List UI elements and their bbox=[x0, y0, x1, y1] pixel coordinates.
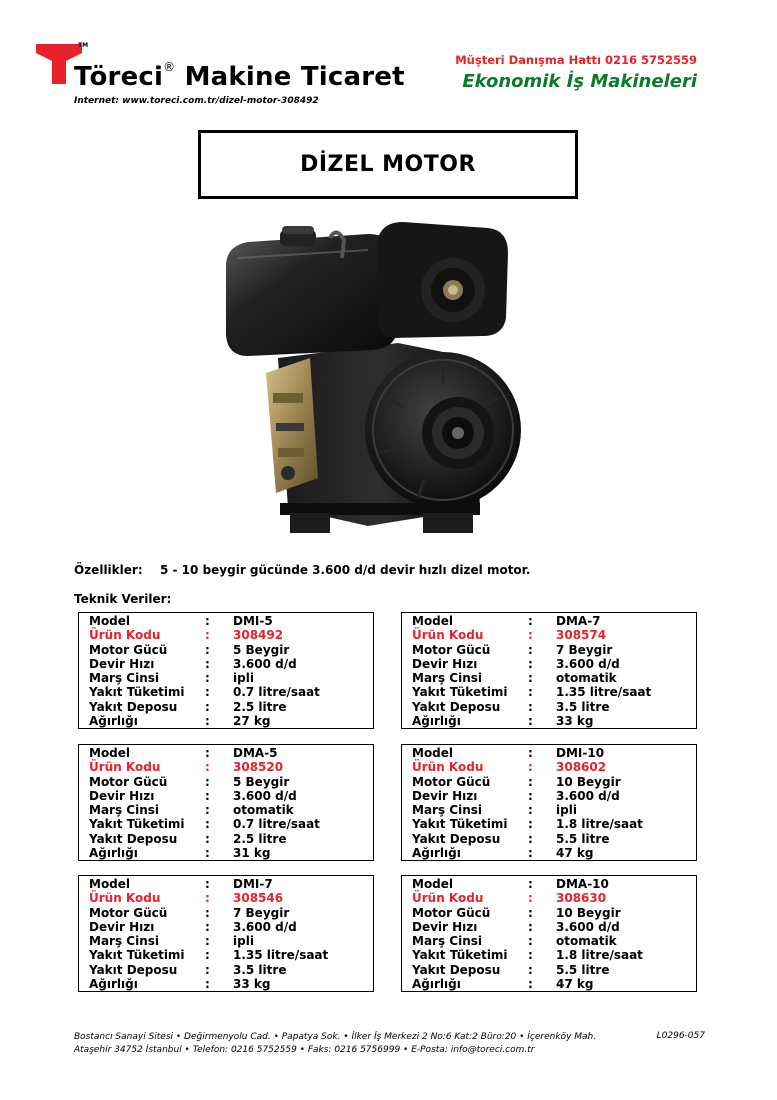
spec-row bbox=[412, 746, 696, 760]
spec-value: 308602 bbox=[556, 760, 607, 775]
spec-value: DMI-7 bbox=[233, 877, 273, 891]
page-title: DİZEL MOTOR bbox=[300, 152, 476, 177]
spec-row bbox=[412, 700, 696, 714]
spec-colon: : bbox=[205, 746, 210, 760]
spec-row bbox=[89, 846, 373, 860]
spec-label: Yakıt Deposu bbox=[412, 831, 501, 846]
spec-label: Model bbox=[412, 877, 454, 891]
brand-name bbox=[74, 62, 405, 92]
spec-value: DMA-5 bbox=[233, 746, 278, 760]
spec-value: 3.600 d/d bbox=[556, 656, 620, 671]
spec-box bbox=[78, 744, 374, 861]
features-text: 5 - 10 beygir gücünde 3.600 d/d devir hızlı dizel motor. bbox=[160, 563, 531, 577]
spec-row bbox=[89, 817, 373, 831]
spec-row bbox=[412, 643, 696, 657]
spec-box bbox=[401, 612, 697, 729]
spec-value: 3.600 d/d bbox=[233, 788, 297, 803]
spec-value: 3.600 d/d bbox=[556, 919, 620, 934]
spec-label: Yakıt Tüketimi bbox=[89, 948, 185, 963]
spec-value: 3.600 d/d bbox=[233, 656, 297, 671]
spec-value: 2.5 litre bbox=[233, 699, 287, 714]
spec-label: Ağırlığı bbox=[412, 714, 461, 729]
spec-colon: : bbox=[205, 628, 210, 643]
features-line bbox=[74, 563, 530, 577]
spec-colon: : bbox=[528, 905, 533, 920]
spec-colon: : bbox=[528, 891, 533, 906]
spec-colon: : bbox=[528, 788, 533, 803]
spec-value: 7 Beygir bbox=[233, 905, 290, 920]
spec-colon: : bbox=[205, 788, 210, 803]
spec-row bbox=[89, 614, 373, 628]
spec-colon: : bbox=[528, 962, 533, 977]
spec-value: 1.35 litre/saat bbox=[233, 948, 329, 963]
spec-colon: : bbox=[205, 877, 210, 891]
spec-label: Yakıt Tüketimi bbox=[412, 817, 508, 832]
brand-name-main: Töreci bbox=[74, 62, 164, 92]
diesel-engine-image bbox=[218, 208, 558, 553]
spec-value: 308546 bbox=[233, 891, 284, 906]
spec-label: Ürün Kodu bbox=[412, 760, 484, 775]
spec-colon: : bbox=[205, 817, 210, 832]
spec-row bbox=[412, 671, 696, 685]
spec-value: 0.7 litre/saat bbox=[233, 685, 320, 700]
spec-label: Devir Hızı bbox=[412, 788, 478, 803]
spec-row bbox=[412, 906, 696, 920]
spec-colon: : bbox=[205, 803, 210, 818]
spec-row bbox=[412, 614, 696, 628]
spec-colon: : bbox=[528, 699, 533, 714]
spec-value: 7 Beygir bbox=[556, 642, 613, 657]
spec-row bbox=[89, 746, 373, 760]
spec-colon: : bbox=[528, 628, 533, 643]
spec-colon: : bbox=[528, 919, 533, 934]
spec-row bbox=[89, 657, 373, 671]
spec-row bbox=[412, 685, 696, 699]
spec-row bbox=[89, 920, 373, 934]
tagline: Ekonomik İş Makineleri bbox=[462, 71, 697, 92]
spec-value: 1.8 litre/saat bbox=[556, 817, 643, 832]
spec-colon: : bbox=[528, 877, 533, 891]
spec-row bbox=[412, 934, 696, 948]
spec-row bbox=[412, 628, 696, 642]
spec-row bbox=[412, 977, 696, 991]
spec-colon: : bbox=[528, 671, 533, 686]
spec-label: Ağırlığı bbox=[89, 977, 138, 992]
spec-value: 308492 bbox=[233, 628, 284, 643]
spec-colon: : bbox=[528, 977, 533, 992]
spec-box bbox=[78, 875, 374, 992]
spec-colon: : bbox=[205, 671, 210, 686]
spec-row bbox=[89, 700, 373, 714]
spec-colon: : bbox=[528, 774, 533, 789]
spec-row bbox=[89, 789, 373, 803]
spec-row bbox=[89, 832, 373, 846]
spec-colon: : bbox=[528, 831, 533, 846]
spec-label: Marş Cinsi bbox=[89, 803, 159, 818]
spec-value: 308574 bbox=[556, 628, 607, 643]
spec-colon: : bbox=[205, 962, 210, 977]
spec-row bbox=[89, 891, 373, 905]
spec-value: 0.7 litre/saat bbox=[233, 817, 320, 832]
spec-label: Devir Hızı bbox=[412, 919, 478, 934]
spec-row bbox=[89, 643, 373, 657]
spec-colon: : bbox=[528, 948, 533, 963]
spec-row bbox=[412, 877, 696, 891]
spec-label: Ağırlığı bbox=[412, 977, 461, 992]
spec-row bbox=[412, 803, 696, 817]
spec-label: Ürün Kodu bbox=[412, 891, 484, 906]
spec-label: Model bbox=[412, 614, 454, 628]
spec-row bbox=[89, 760, 373, 774]
spec-label: Devir Hızı bbox=[89, 656, 155, 671]
spec-colon: : bbox=[528, 846, 533, 861]
spec-label: Ürün Kodu bbox=[89, 628, 161, 643]
spec-label: Marş Cinsi bbox=[412, 671, 482, 686]
footer-address-line-1: Bostancı Sanayi Sitesi • Değirmenyolu Cad. • Papatya Sok. • İlker İş Merkezi 2 No:6 Kat:2 Büro:20 • İçerenköy Mah. bbox=[74, 1032, 597, 1042]
spec-value: 1.35 litre/saat bbox=[556, 685, 652, 700]
spec-row bbox=[89, 948, 373, 962]
spec-row bbox=[89, 628, 373, 642]
spec-colon: : bbox=[205, 846, 210, 861]
spec-value: 47 kg bbox=[556, 977, 594, 992]
spec-row bbox=[412, 760, 696, 774]
website-url[interactable]: Internet: www.toreci.com.tr/dizel-motor-308492 bbox=[74, 96, 319, 106]
spec-row bbox=[89, 906, 373, 920]
spec-label: Model bbox=[89, 614, 131, 628]
spec-label: Motor Gücü bbox=[412, 774, 491, 789]
spec-label: Motor Gücü bbox=[412, 905, 491, 920]
spec-value: DMI-10 bbox=[556, 746, 605, 760]
spec-colon: : bbox=[528, 760, 533, 775]
spec-row bbox=[412, 948, 696, 962]
spec-row bbox=[89, 803, 373, 817]
spec-colon: : bbox=[205, 699, 210, 714]
spec-label: Yakıt Tüketimi bbox=[412, 685, 508, 700]
spec-label: Ağırlığı bbox=[412, 846, 461, 861]
spec-value: otomatik bbox=[556, 934, 617, 949]
spec-row bbox=[89, 934, 373, 948]
spec-value: 47 kg bbox=[556, 846, 594, 861]
spec-label: Marş Cinsi bbox=[89, 671, 159, 686]
spec-colon: : bbox=[528, 614, 533, 628]
title-box bbox=[198, 130, 578, 199]
spec-value: DMI-5 bbox=[233, 614, 273, 628]
spec-colon: : bbox=[528, 714, 533, 729]
spec-value: 308630 bbox=[556, 891, 607, 906]
spec-colon: : bbox=[205, 714, 210, 729]
spec-label: Motor Gücü bbox=[89, 905, 168, 920]
spec-label: Devir Hızı bbox=[89, 788, 155, 803]
features-label: Özellikler: bbox=[74, 563, 143, 577]
spec-colon: : bbox=[205, 905, 210, 920]
spec-value: ipli bbox=[556, 803, 577, 818]
tech-data-heading: Teknik Veriler: bbox=[74, 592, 172, 606]
spec-value: DMA-7 bbox=[556, 614, 601, 628]
spec-value: 3.5 litre bbox=[556, 699, 610, 714]
spec-colon: : bbox=[205, 642, 210, 657]
spec-value: otomatik bbox=[556, 671, 617, 686]
spec-value: 5 Beygir bbox=[233, 642, 290, 657]
document-code: L0296-057 bbox=[656, 1031, 705, 1041]
spec-row bbox=[412, 963, 696, 977]
spec-value: 10 Beygir bbox=[556, 774, 621, 789]
spec-label: Motor Gücü bbox=[89, 642, 168, 657]
spec-colon: : bbox=[205, 656, 210, 671]
spec-colon: : bbox=[205, 831, 210, 846]
spec-label: Yakıt Tüketimi bbox=[89, 817, 185, 832]
spec-colon: : bbox=[205, 977, 210, 992]
spec-colon: : bbox=[528, 817, 533, 832]
spec-colon: : bbox=[528, 803, 533, 818]
spec-value: 3.600 d/d bbox=[233, 919, 297, 934]
spec-label: Model bbox=[89, 877, 131, 891]
spec-label: Marş Cinsi bbox=[412, 934, 482, 949]
spec-value: 5.5 litre bbox=[556, 962, 610, 977]
spec-row bbox=[412, 714, 696, 728]
spec-colon: : bbox=[205, 685, 210, 700]
spec-value: 33 kg bbox=[556, 714, 594, 729]
spec-row bbox=[89, 977, 373, 991]
spec-colon: : bbox=[528, 746, 533, 760]
spec-label: Motor Gücü bbox=[412, 642, 491, 657]
spec-label: Ağırlığı bbox=[89, 846, 138, 861]
spec-colon: : bbox=[205, 934, 210, 949]
spec-value: otomatik bbox=[233, 803, 294, 818]
spec-label: Yakıt Deposu bbox=[89, 699, 178, 714]
spec-label: Yakıt Deposu bbox=[412, 699, 501, 714]
spec-value: ipli bbox=[233, 671, 254, 686]
spec-colon: : bbox=[528, 642, 533, 657]
spec-label: Model bbox=[412, 746, 454, 760]
spec-label: Ürün Kodu bbox=[89, 891, 161, 906]
spec-value: 31 kg bbox=[233, 846, 271, 861]
spec-box bbox=[401, 875, 697, 992]
spec-row bbox=[412, 891, 696, 905]
spec-value: 3.600 d/d bbox=[556, 788, 620, 803]
spec-colon: : bbox=[205, 774, 210, 789]
footer-address bbox=[74, 1031, 706, 1057]
spec-colon: : bbox=[205, 919, 210, 934]
spec-row bbox=[412, 789, 696, 803]
spec-colon: : bbox=[205, 891, 210, 906]
footer-address-line-2: Ataşehir 34752 İstanbul • Telefon: 0216 5752559 • Faks: 0216 5756999 • E-Posta: info@toreci.com.tr bbox=[74, 1045, 535, 1055]
spec-label: Marş Cinsi bbox=[412, 803, 482, 818]
trademark-mark: TM bbox=[78, 42, 89, 49]
spec-label: Ağırlığı bbox=[89, 714, 138, 729]
spec-value: 2.5 litre bbox=[233, 831, 287, 846]
customer-hotline: Müşteri Danışma Hattı 0216 5752559 bbox=[455, 53, 697, 67]
spec-row bbox=[89, 775, 373, 789]
spec-row bbox=[412, 832, 696, 846]
spec-label: Yakıt Tüketimi bbox=[89, 685, 185, 700]
spec-row bbox=[89, 877, 373, 891]
spec-row bbox=[412, 817, 696, 831]
spec-row bbox=[412, 657, 696, 671]
spec-colon: : bbox=[205, 760, 210, 775]
spec-box bbox=[78, 612, 374, 729]
spec-value: ipli bbox=[233, 934, 254, 949]
brand-name-suffix: Makine Ticaret bbox=[184, 62, 405, 92]
spec-label: Yakıt Deposu bbox=[89, 831, 178, 846]
spec-row bbox=[89, 963, 373, 977]
spec-colon: : bbox=[205, 948, 210, 963]
spec-label: Motor Gücü bbox=[89, 774, 168, 789]
spec-value: 1.8 litre/saat bbox=[556, 948, 643, 963]
spec-colon: : bbox=[528, 685, 533, 700]
spec-colon: : bbox=[528, 656, 533, 671]
spec-row bbox=[89, 714, 373, 728]
spec-label: Ürün Kodu bbox=[89, 760, 161, 775]
spec-row bbox=[412, 920, 696, 934]
spec-label: Model bbox=[89, 746, 131, 760]
spec-row bbox=[89, 685, 373, 699]
spec-value: 33 kg bbox=[233, 977, 271, 992]
spec-row bbox=[412, 775, 696, 789]
spec-row bbox=[89, 671, 373, 685]
spec-value: DMA-10 bbox=[556, 877, 609, 891]
spec-label: Devir Hızı bbox=[89, 919, 155, 934]
spec-row bbox=[412, 846, 696, 860]
spec-value: 308520 bbox=[233, 760, 284, 775]
spec-label: Ürün Kodu bbox=[412, 628, 484, 643]
spec-label: Yakıt Deposu bbox=[412, 962, 501, 977]
spec-value: 5.5 litre bbox=[556, 831, 610, 846]
spec-value: 3.5 litre bbox=[233, 962, 287, 977]
spec-label: Marş Cinsi bbox=[89, 934, 159, 949]
registered-mark: ® bbox=[163, 60, 176, 74]
spec-value: 27 kg bbox=[233, 714, 271, 729]
spec-box bbox=[401, 744, 697, 861]
spec-label: Yakıt Tüketimi bbox=[412, 948, 508, 963]
spec-value: 5 Beygir bbox=[233, 774, 290, 789]
spec-label: Yakıt Deposu bbox=[89, 962, 178, 977]
spec-colon: : bbox=[528, 934, 533, 949]
spec-value: 10 Beygir bbox=[556, 905, 621, 920]
spec-label: Devir Hızı bbox=[412, 656, 478, 671]
spec-colon: : bbox=[205, 614, 210, 628]
